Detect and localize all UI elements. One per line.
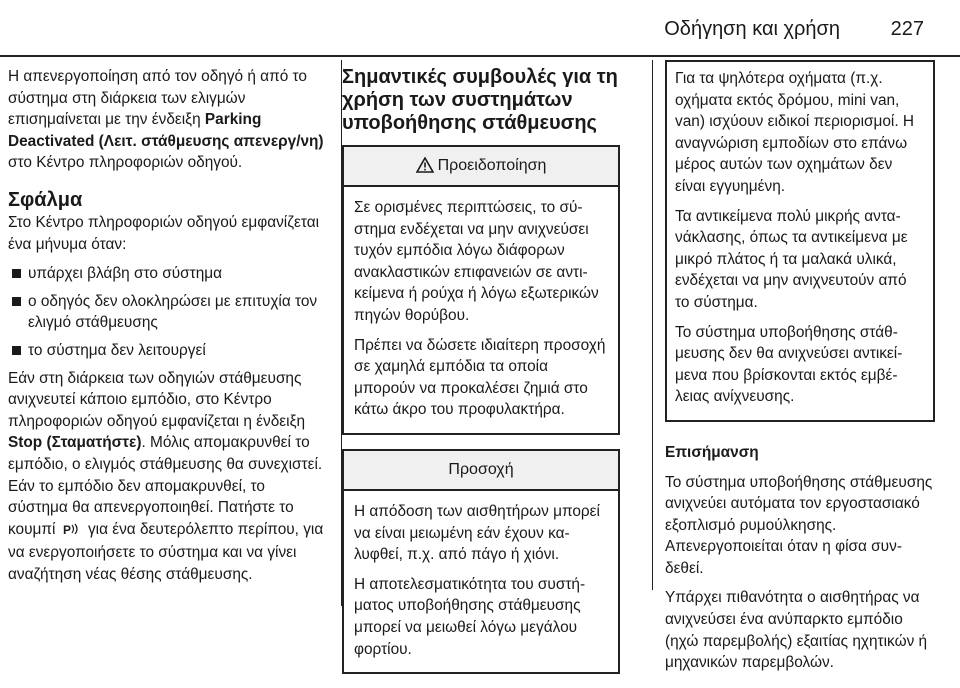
fault-intro: Στο Κέντρο πληροφοριών οδηγού εμφανίζεται ένα μήνυμα όταν:	[8, 213, 320, 253]
list-item: υπάρχει βλάβη στο σύστημα	[8, 263, 326, 285]
intro-paragraph: Η απενεργοποίηση από τον οδηγό ή από το σύστημα στη διάρκεια των ελιγμών επισημαίνεται με την ένδειξη Parking Deactivated (Λειτ. στάθμευσης απενεργ/νη) στο Κέντρο πληροφοριών οδηγού.	[8, 68, 324, 172]
fault-list	[8, 263, 326, 361]
note-title: Επισήμανση	[665, 443, 759, 461]
column-2	[342, 66, 620, 688]
caution-box-title: Προσοχή	[344, 451, 618, 491]
fault-heading: Σφάλμα	[8, 188, 83, 211]
section-title: Οδήγηση και χρήση	[664, 18, 840, 40]
column-1	[8, 66, 326, 593]
bullet-square-icon	[12, 297, 21, 306]
warning-box	[342, 145, 620, 435]
note-paragraph: Το σύστημα υποβοήθησης στάθμευσης ανιχνεύει αυτόματα τον εργοστασιακό εξοπλισμό ρυμούλκησης. Απενεργοποιείται όταν η φίσα συνδεθεί.	[665, 473, 933, 577]
list-item: το σύστημα δεν λειτουργεί	[8, 340, 326, 362]
page-header	[0, 0, 960, 56]
parking-deactivated-label: Parking Deactivated (Λειτ. στάθμευσης απενεργ/νη)	[8, 111, 324, 150]
park-assist-icon	[63, 521, 81, 543]
page-number: 227	[890, 18, 924, 40]
warning-box-body: Σε ορισμένες περιπτώσεις, το σύστημα ενδέχεται να μην ανιχνεύσει τυχόν εμπόδια λόγω διάφορων ανακλαστικών επιφανειών σε αντικείμενα ή ρούχα ή λόγω εξωτερικών πηγών θορύβου. Πρέπει να δώσετε ιδιαίτερη προσοχή σε χαμηλά εμπόδια τα οποία μπορούν να προκαλέσει ζημιά στο κάτω άκρο του προφυλακτήρα.	[354, 199, 606, 419]
stop-label: Stop (Σταματήστε)	[8, 434, 142, 452]
list-item: ο οδηγός δεν ολοκληρώσει με επιτυχία τον ελιγμό στάθμευσης	[8, 291, 326, 334]
tips-heading: Σημαντικές συμβουλές για τη χρήση των συστημάτων υποβοήθησης στάθμευσης	[342, 66, 618, 134]
warning-triangle-icon	[416, 150, 434, 188]
stop-paragraph: Εάν στη διάρκεια των οδηγιών στάθμευσης ανιχνευτεί κάποιο εμπόδιο, στο Κέντρο πληροφοριών οδηγού εμφανίζεται η ένδειξη Stop (Σταματήστε). Μόλις απομακρυνθεί το εμπόδιο, ο ελιγμός στάθμευσης θα συνεχιστεί. Εάν το εμπόδιο δεν απομακρυνθεί, το σύστημα θα απενεργοποιηθεί. Πατήστε το κουμπί P για ένα δευτερόλεπτο περίπου, για να ενεργοποιήσετε το σύστημα και να γίνει αναζήτηση νέας θέσης στάθμευσης.	[8, 369, 324, 583]
bullet-square-icon	[12, 346, 21, 355]
svg-text:P: P	[62, 522, 71, 536]
column-3	[665, 60, 935, 682]
note-paragraph: Υπάρχει πιθανότητα ο αισθητήρας να ανιχνεύσει ένα ανύπαρκτο εμπόδιο (ηχώ παρεμβολής) εξαιτίας ηχητικών ή μηχανικών παρεμβολών.	[665, 589, 928, 672]
column-divider-2	[652, 60, 653, 590]
warning-box-title: Προειδοποίηση	[344, 147, 618, 187]
header-divider	[0, 55, 960, 57]
caution-box-continued: Για τα ψηλότερα οχήματα (π.χ. οχήματα εκτός δρόμου, mini van, van) ισχύουν ειδικοί περιορισμοί. Η αναγνώριση εμποδίων στο επάνω μέρος αυτών των οχημάτων δεν είναι εγγυημένη. Τα αντικείμενα πολύ μικρής αντανάκλασης, όπως τα αντικείμενα με μικρό πλάτος ή τα μαλακά υλικά, ενδέχεται να μην ανιχνευτούν από το σύστημα. Το σύστημα υποβοήθησης στάθμευσης δεν θα ανιχνεύσει αντικείμενα που βρίσκονται εκτός εμβέλειας ανίχνευσης.	[665, 60, 935, 422]
bullet-square-icon	[12, 269, 21, 278]
caution-box	[342, 449, 620, 674]
caution-box-body: Η απόδοση των αισθητήρων μπορεί να είναι μειωμένη εάν έχουν καλυφθεί, π.χ. από πάγο ή χιόνι. Η αποτελεσματικότητα του συστήματος υποβοήθησης στάθμευσης μπορεί να μειωθεί λόγω μεγάλου φορτίου.	[354, 502, 600, 658]
